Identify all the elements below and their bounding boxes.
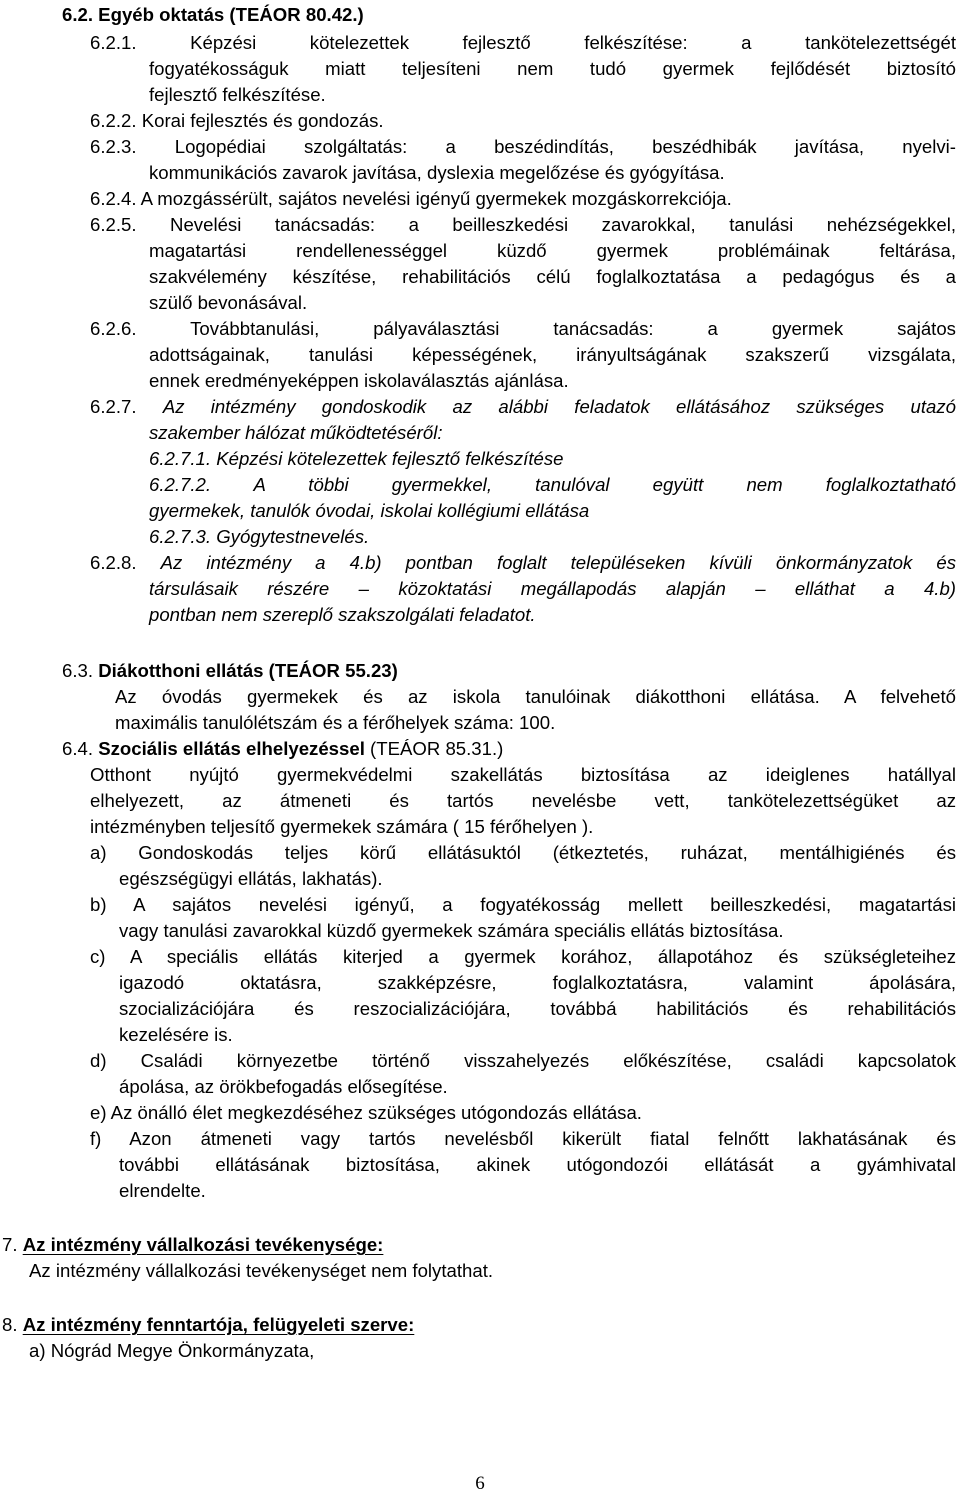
item-6-2-1-line-3: fejlesztő felkészítése. — [149, 84, 326, 105]
section-number: 6.3. — [62, 660, 94, 681]
item-6-2-8-line-2: társulásaik részére – közoktatási megállapodás alapján – elláthat a 4.b) — [149, 578, 956, 599]
section-title: Szociális ellátás elhelyezéssel — [98, 738, 365, 759]
item-number: 6.2.8. — [90, 552, 137, 573]
list-item-e: e) Az önálló élet megkezdéséhez szükséges utógondozás ellátása. — [90, 1102, 642, 1123]
list-item-c-line-1: c) A speciális ellátás kiterjed a gyermek korához, állapotához és szükségleteihez — [90, 946, 956, 967]
item-text: Képzési kötelezettek fejlesztő felkészítése — [216, 448, 564, 469]
item-number: 6.2.2. — [90, 110, 137, 131]
section-6-3-line-2: maximális tanulólétszám és a férőhelyek száma: 100. — [115, 712, 556, 733]
item-number: 6.2.6. — [90, 318, 137, 339]
section-heading-6-3 — [62, 658, 398, 684]
item-6-2-5-line-1 — [90, 212, 956, 238]
item-number: 6.2.7.3. — [149, 526, 212, 547]
section-title: Az intézmény fenntartója, felügyeleti szerve: — [22, 1314, 415, 1335]
list-item-c-line-3: szocializációjára és reszocializációjára, továbbá habilitációs és rehabilitációs — [119, 998, 956, 1019]
item-number: 6.2.7. — [90, 396, 137, 417]
list-item-b-line-1: b) A sajátos nevelési igényű, a fogyatékosság mellett beilleszkedési, magatartási — [90, 894, 956, 915]
item-6-2-8-line-1 — [90, 550, 956, 576]
section-number: 6.4. — [62, 738, 94, 759]
list-item-d-line-2: ápolása, az örökbefogadás elősegítése. — [119, 1076, 448, 1097]
item-6-2-4 — [90, 186, 732, 212]
item-6-2-6-line-3: ennek eredményeképpen iskolaválasztás ajánlása. — [149, 370, 569, 391]
section-number: 8. — [2, 1314, 18, 1335]
section-heading-6-4 — [62, 736, 503, 762]
item-text: Nevelési tanácsadás: a beilleszkedési zavarokkal, tanulási nehézségekkel, — [170, 214, 956, 235]
list-item-a-line-2: egészségügyi ellátás, lakhatás). — [119, 868, 383, 889]
list-item-c-line-2: igazodó oktatásra, szakképzésre, foglalkoztatásra, valamint ápolására, — [119, 972, 956, 993]
section-6-4-intro-line-1: Otthont nyújtó gyermekvédelmi szakellátás biztosítása az ideiglenes hatállyal — [90, 764, 956, 785]
item-number: 6.2.4. — [90, 188, 137, 209]
section-6-4-intro-line-2: elhelyezett, az átmeneti és tartós nevelésbe vett, tankötelezettségüket az — [90, 790, 956, 811]
item-6-2-6-line-1 — [90, 316, 956, 342]
section-heading-6-2: 6.2. Egyéb oktatás (TEÁOR 80.42.) — [62, 4, 364, 25]
item-number: 6.2.7.1. — [149, 448, 212, 469]
list-item-f-line-1: f) Azon átmeneti vagy tartós nevelésből kikerült fiatal felnőtt lakhatásának és — [90, 1128, 956, 1149]
item-text: Gyógytestnevelés. — [216, 526, 370, 547]
item-6-2-2 — [90, 108, 384, 134]
section-code: (TEÁOR 85.31.) — [370, 738, 504, 759]
section-6-3-line-1: Az óvodás gyermekek és az iskola tanulóinak diákotthoni ellátása. A felvehető — [115, 686, 956, 707]
item-6-2-7-1 — [149, 446, 563, 472]
section-heading-8 — [2, 1312, 414, 1338]
item-6-2-7-line-2: szakember hálózat működtetéséről: — [149, 422, 443, 443]
item-6-2-5-line-3: szakvélemény készítése, rehabilitációs célú foglalkoztatása a pedagógus és a — [149, 266, 956, 287]
item-6-2-3-line-2: kommunikációs zavarok javítása, dyslexia megelőzése és gyógyítása. — [149, 162, 725, 183]
item-number: 6.2.3. — [90, 136, 137, 157]
item-number: 6.2.7.2. — [149, 474, 212, 495]
item-6-2-7-2-line-2: gyermekek, tanulók óvodai, iskolai kollégiumi ellátása — [149, 500, 590, 521]
item-number: 6.2.1. — [90, 32, 137, 53]
item-6-2-1-line-2: fogyatékosságuk miatt teljesíteni nem tudó gyermek fejlődését biztosító — [149, 58, 956, 79]
list-item-a-line-1: a) Gondoskodás teljes körű ellátásuktól (étkeztetés, ruházat, mentálhigiénés és — [90, 842, 956, 863]
section-title: Az intézmény vállalkozási tevékenysége: — [22, 1234, 384, 1255]
item-6-2-6-line-2: adottságainak, tanulási képességének, irányultságának szakszerű vizsgálata, — [149, 344, 956, 365]
section-number: 7. — [2, 1234, 18, 1255]
list-item-d-line-1: d) Családi környezetbe történő visszahelyezés előkészítése, családi kapcsolatok — [90, 1050, 956, 1071]
item-6-2-3-line-1 — [90, 134, 956, 160]
list-item-c-line-4: kezelésére is. — [119, 1024, 233, 1045]
section-8-item-a: a) Nógrád Megye Önkormányzata, — [29, 1340, 315, 1361]
item-6-2-5-line-2: magatartási rendellenességgel küzdő gyermek problémáinak feltárása, — [149, 240, 956, 261]
list-item-f-line-3: elrendelte. — [119, 1180, 206, 1201]
item-text: A mozgássérült, sajátos nevelési igényű gyermekek mozgáskorrekciója. — [140, 188, 732, 209]
item-6-2-8-line-3: pontban nem szereplő szakszolgálati feladatot. — [149, 604, 536, 625]
item-text: Képzési kötelezettek fejlesztő felkészítése: a tankötelezettségét — [190, 32, 956, 53]
item-6-2-1-line-1 — [90, 30, 956, 56]
item-text: Logopédiai szolgáltatás: a beszédindítás, beszédhibák javítása, nyelvi- — [174, 136, 956, 157]
item-text: Korai fejlesztés és gondozás. — [141, 110, 384, 131]
section-title: Diákotthoni ellátás (TEÁOR 55.23) — [98, 660, 398, 681]
item-text: A többi gyermekkel, tanulóval együtt nem foglalkoztatható — [253, 474, 956, 495]
page-number: 6 — [475, 1473, 485, 1494]
section-heading-7 — [2, 1232, 383, 1258]
section-7-text: Az intézmény vállalkozási tevékenységet nem folytathat. — [29, 1260, 494, 1281]
item-6-2-7-2-line-1 — [149, 472, 956, 498]
section-6-4-intro-line-3: intézményben teljesítő gyermekek számára ( 15 férőhelyen ). — [90, 816, 594, 837]
item-6-2-7-line-1 — [90, 394, 956, 420]
list-item-b-line-2: vagy tanulási zavarokkal küzdő gyermekek számára speciális ellátás biztosítása. — [119, 920, 784, 941]
item-number: 6.2.5. — [90, 214, 137, 235]
list-item-f-line-2: további ellátásának biztosítása, akinek utógondozói ellátását a gyámhivatal — [119, 1154, 956, 1175]
item-6-2-5-line-4: szülő bevonásával. — [149, 292, 308, 313]
item-text: Az intézmény a 4.b) pontban foglalt településeken kívüli önkormányzatok és — [160, 552, 956, 573]
item-6-2-7-3 — [149, 524, 369, 550]
item-text: Továbbtanulási, pályaválasztási tanácsadás: a gyermek sajátos — [190, 318, 956, 339]
item-text: Az intézmény gondoskodik az alábbi feladatok ellátásához szükséges utazó — [162, 396, 956, 417]
